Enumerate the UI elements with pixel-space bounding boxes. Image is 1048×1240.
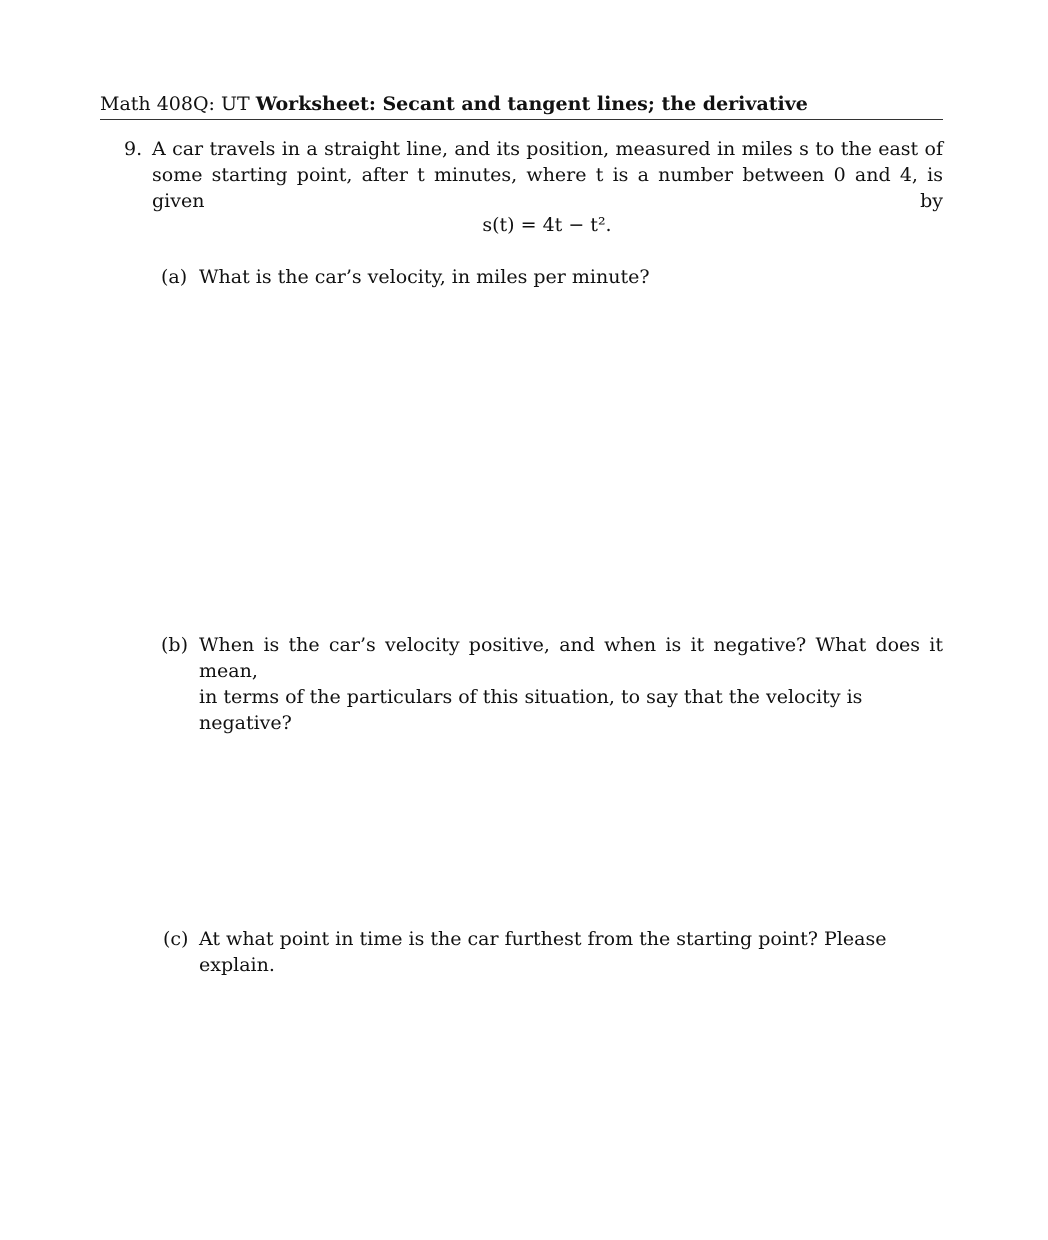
part-b-line-2: in terms of the particulars of this situation, to say that the velocity is negative? bbox=[199, 686, 863, 734]
problem-line-2: some starting point, after t minutes, where t is a number between 0 and 4, is given by bbox=[152, 164, 943, 212]
part-a-line-1: What is the car’s velocity, in miles per minute? bbox=[199, 266, 650, 288]
course-label: Math 408Q: UT bbox=[100, 93, 250, 115]
part-c-line-1: At what point in time is the car furthest from the starting point? Please explain. bbox=[199, 928, 887, 976]
problem-line-1: A car travels in a straight line, and its position, measured in miles s to the east of bbox=[152, 138, 943, 160]
equation-text: s(t) = 4t − t². bbox=[482, 214, 612, 236]
part-b-label: (b) bbox=[161, 634, 188, 656]
part-a-label: (a) bbox=[161, 266, 188, 288]
problem-number: 9. bbox=[124, 138, 143, 160]
part-c-label: (c) bbox=[163, 928, 189, 950]
part-a-question bbox=[199, 264, 943, 290]
worksheet-title: Worksheet: Secant and tangent lines; the derivative bbox=[255, 93, 808, 115]
part-c-question bbox=[199, 926, 943, 978]
page-header bbox=[100, 92, 943, 116]
header-rule bbox=[100, 119, 943, 120]
part-b-question bbox=[199, 632, 943, 736]
problem-statement bbox=[152, 136, 943, 214]
part-b-line-1: When is the car’s velocity positive, and when is it negative? What does it mean, bbox=[199, 634, 943, 682]
position-equation bbox=[0, 212, 1048, 238]
